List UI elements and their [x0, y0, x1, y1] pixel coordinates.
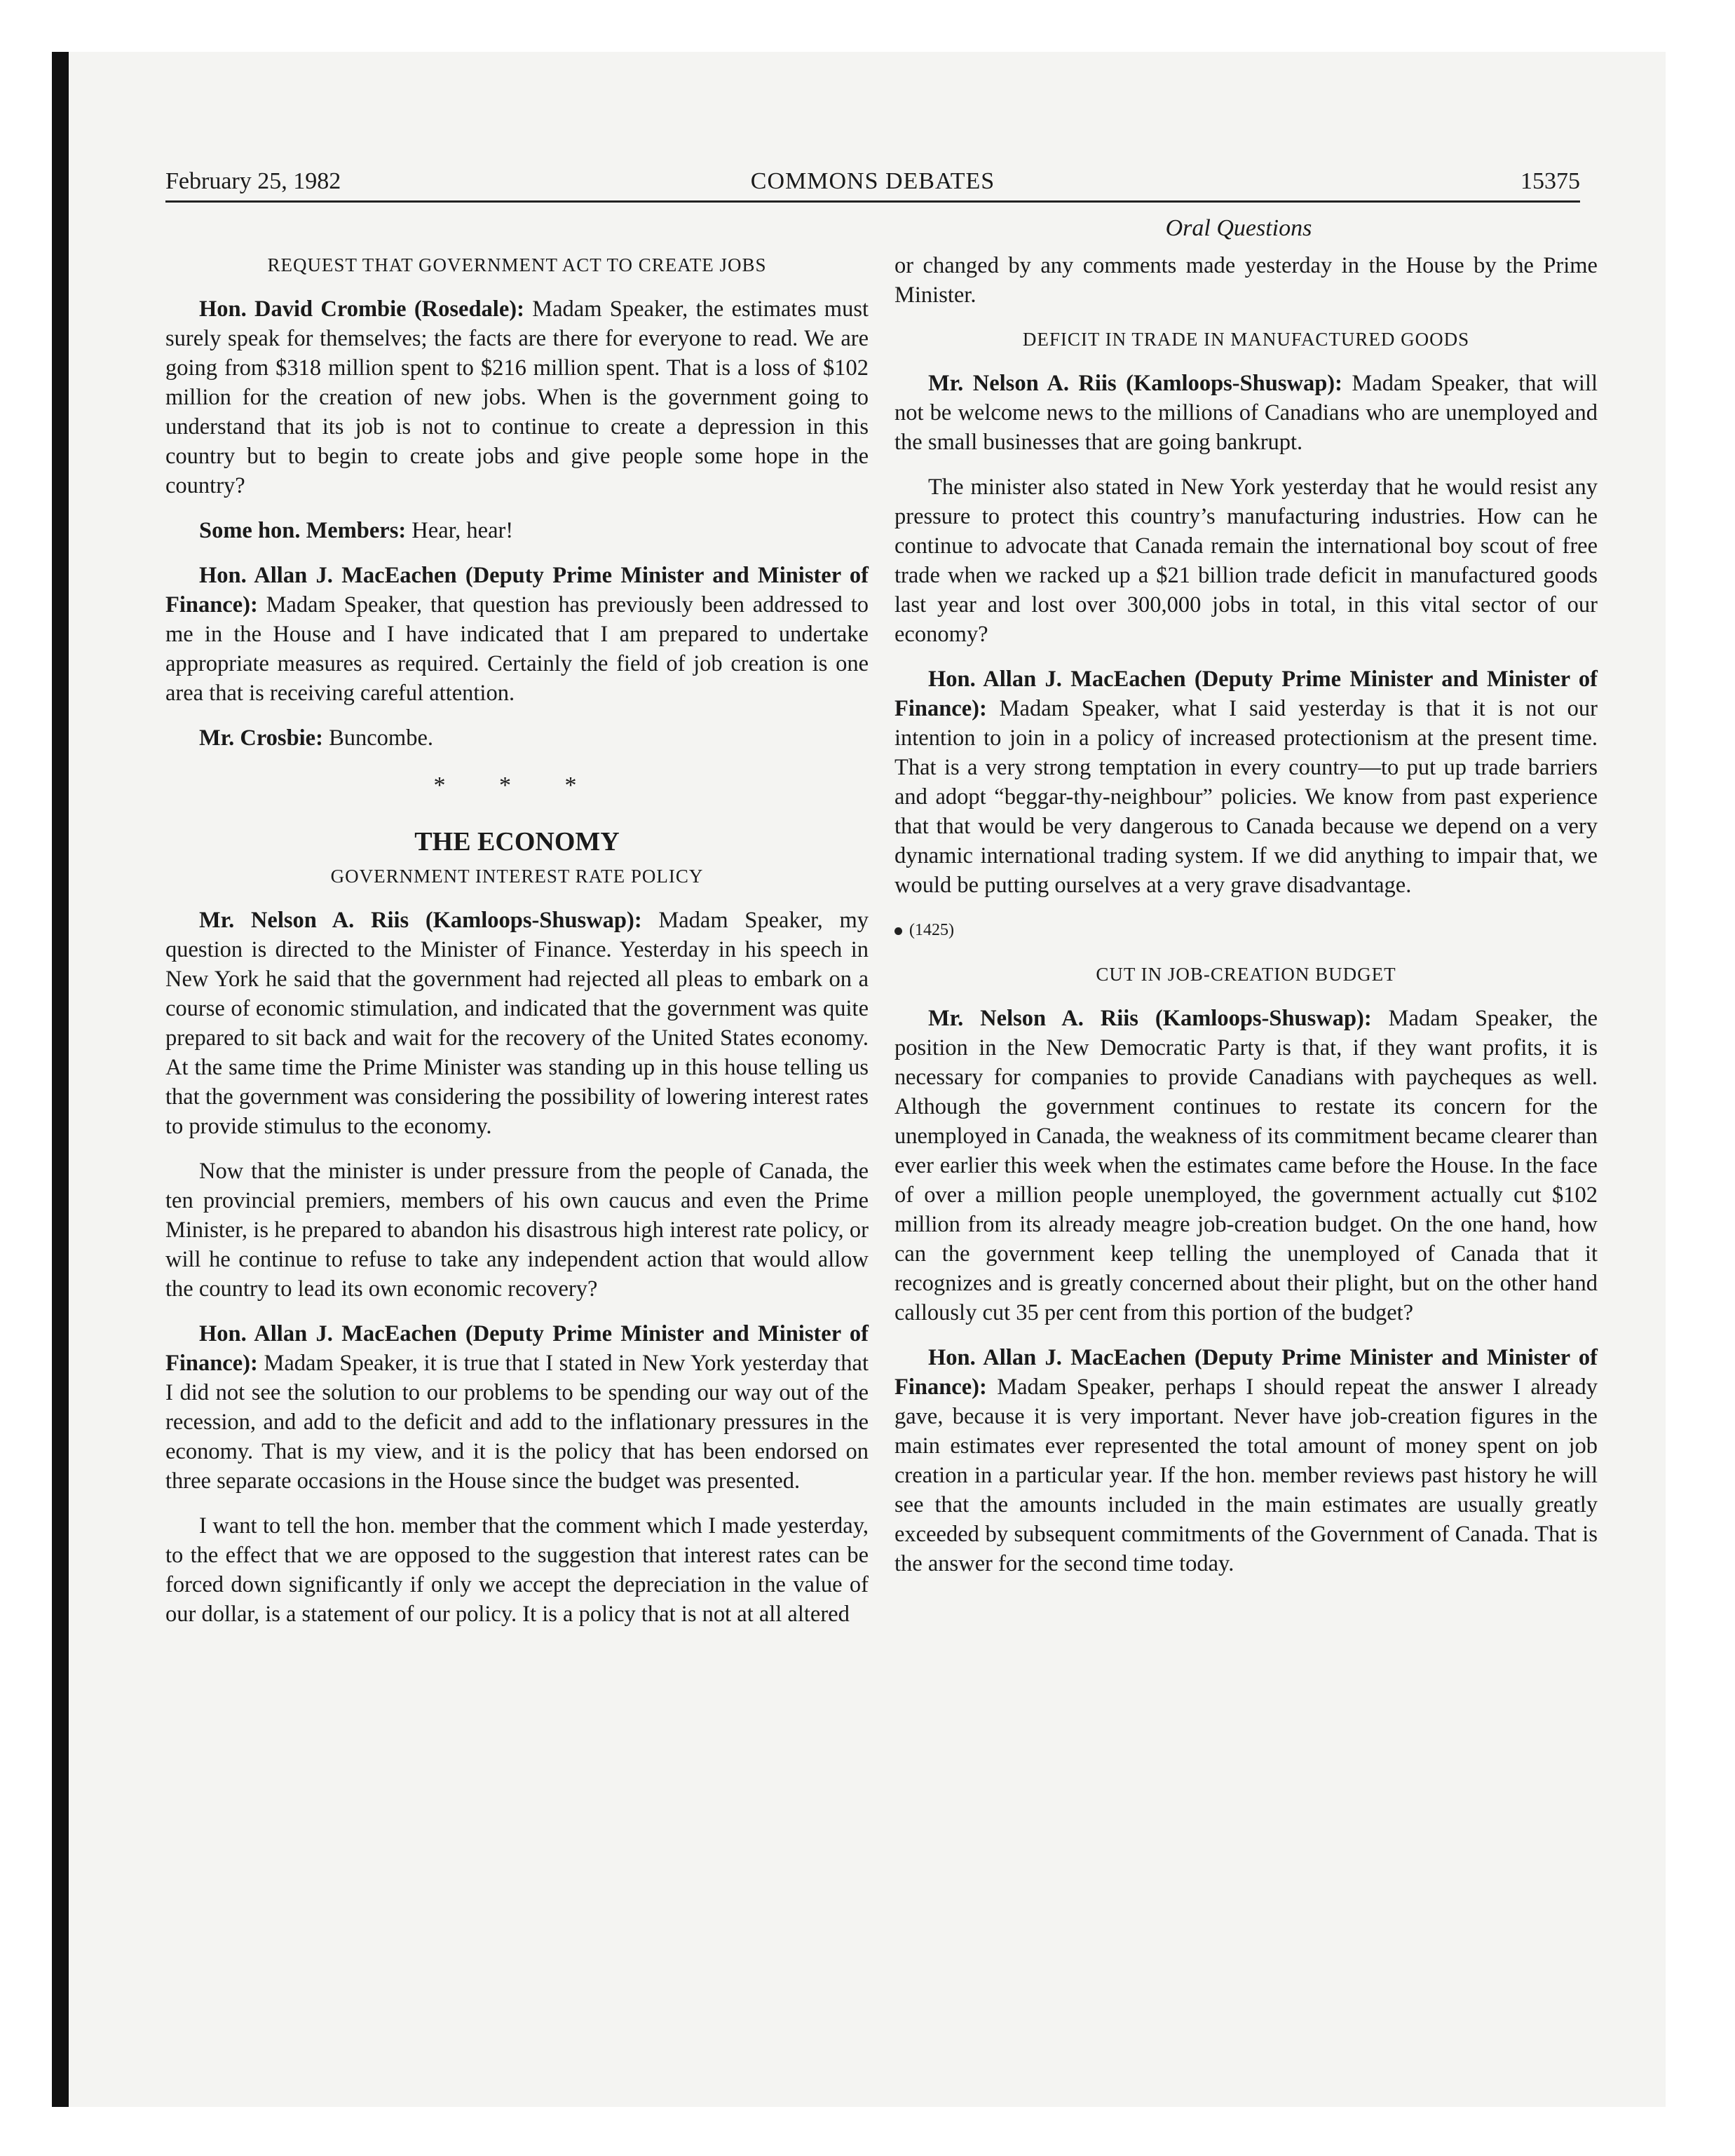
speaker-name: Hon. Allan J. MacEachen (Deputy Prime Minister and Minister of Finance):	[165, 1321, 869, 1376]
speech-paragraph	[165, 516, 869, 545]
speech-paragraph: The minister also stated in New York yesterday that he would resist any pressure to protect this country’s manufacturing industries. How can he continue to advocate that Canada remain the international boy scout of free trade when we racked up a $21 billion trade deficit in manufactured goods last year and lost over 300,000 jobs in total, in this vital sector of our economy?	[894, 475, 1598, 647]
subheading-trade-deficit: DEFICIT IN TRADE IN MANUFACTURED GOODS	[1022, 329, 1470, 350]
left-column	[165, 251, 869, 1644]
speech-paragraph	[165, 294, 869, 500]
speech-paragraph	[165, 906, 869, 1141]
speech-text: Buncombe.	[322, 725, 433, 751]
speaker-name: Hon. Allan J. MacEachen (Deputy Prime Minister and Minister of Finance):	[165, 563, 869, 618]
speech-paragraph	[894, 664, 1598, 900]
subheading-request-jobs: REQUEST THAT GOVERNMENT ACT TO CREATE JOBS	[267, 254, 767, 275]
time-marker	[894, 915, 1598, 945]
speaker-name: Hon. David Crombie (Rosedale):	[199, 296, 524, 322]
speech-paragraph	[894, 369, 1598, 457]
bullet-icon	[894, 927, 902, 935]
speaker-name: Mr. Crosbie:	[199, 725, 323, 751]
speaker-name: Hon. Allan J. MacEachen (Deputy Prime Minister and Minister of Finance):	[894, 1345, 1598, 1400]
section-separator: * * *	[433, 772, 601, 798]
speaker-name: Hon. Allan J. MacEachen (Deputy Prime Minister and Minister of Finance):	[894, 667, 1598, 721]
speech-paragraph: or changed by any comments made yesterday in the House by the Prime Minister.	[894, 253, 1598, 308]
speech-text: Madam Speaker, it is true that I stated in New York yesterday that I did not see the solution to our problems to be spending our way out of the recession, and add to the deficit and add to the inflationary pressures in the economy. That is my view, and it is the policy that has been endorsed on three separate occasions in the House since the budget was presented.	[165, 1351, 869, 1494]
speech-paragraph	[165, 561, 869, 708]
speech-paragraph: Now that the minister is under pressure from the people of Canada, the ten provincial premiers, members of his own caucus and even the Prime Minister, is he prepared to abandon his disastrous high interest rate policy, or will he continue to refuse to take any independent action that would allow the country to lead its own economic recovery?	[165, 1159, 869, 1302]
speech-text: Madam Speaker, the estimates must surely speak for themselves; the facts are there for everyone to read. We are going from $318 million spent to $216 million spent. That is a loss of $102 million for the creation of new jobs. When is the government going to understand that its job is not to continue to create a depression in this country but to begin to create jobs and give people some hope in the country?	[165, 296, 869, 498]
header-journal-title: COMMONS DEBATES	[750, 168, 995, 194]
speech-text: Madam Speaker, the position in the New Democratic Party is that, if they want profits, it is necessary for companies to provide Canadians with paycheques as well. Although the government continues to restate its concern for the unemployed in Canada, the weakness of its commitment became clearer than ever earlier this week when the estimates came before the House. In the face of over a million people unemployed, the government actually cut $102 million from its already meagre job-creation budget. On the one hand, how can the government keep telling the unemployed of Canada that it recognizes and is greatly concerned about their plight, but on the other hand callously cut 35 per cent from this portion of the budget?	[894, 1006, 1598, 1325]
speech-paragraph	[894, 1004, 1598, 1328]
speaker-name: Mr. Nelson A. Riis (Kamloops-Shuswap):	[928, 371, 1342, 396]
header-date: February 25, 1982	[165, 168, 341, 194]
speaker-name: Mr. Nelson A. Riis (Kamloops-Shuswap):	[928, 1006, 1372, 1031]
section-label: Oral Questions	[1165, 215, 1312, 241]
speaker-name: Mr. Nelson A. Riis (Kamloops-Shuswap):	[199, 908, 642, 933]
speech-text: Hear, hear!	[406, 518, 514, 543]
time-stamp: (1425)	[909, 921, 954, 939]
speech-paragraph	[165, 1319, 869, 1496]
speech-paragraph	[894, 1343, 1598, 1578]
speech-paragraph: I want to tell the hon. member that the comment which I made yesterday, to the effect that we are opposed to the suggestion that interest rates can be forced down significantly if only we accept the depreciation in the value of our dollar, is a statement of our policy. It is a policy that is not at all altered	[165, 1513, 869, 1627]
header-page-number: 15375	[1520, 168, 1580, 194]
right-column	[894, 251, 1598, 1594]
speaker-name: Some hon. Members:	[199, 518, 407, 543]
speech-text: Madam Speaker, that will not be welcome news to the millions of Canadians who are unemployed and the small businesses that are going bankrupt.	[894, 371, 1598, 455]
subheading-interest-rate: GOVERNMENT INTEREST RATE POLICY	[330, 866, 704, 887]
speech-text: Madam Speaker, what I said yesterday is that it is not our intention to join in a policy of increased protectionism at the present time. That is a very strong temptation in every country—to put up trade barriers and adopt “beggar-thy-neighbour” policies. We know from past experience that that would be very dangerous to Canada because we depend on a very dynamic international trading system. If we did anything to impair that, we would be putting ourselves at a very grave disadvantage.	[894, 696, 1598, 898]
page-header	[165, 165, 1580, 203]
speech-paragraph	[165, 723, 869, 753]
scan-edge	[52, 52, 69, 2107]
speech-text: Madam Speaker, perhaps I should repeat the answer I already gave, because it is very important. Never have job-creation figures in the main estimates ever represented the total amount of money spent on job creation in a particular year. If the hon. member reviews past history he will see that the amounts included in the main estimates are usually greatly exceeded by subsequent commitments of the Government of Canada. That is the answer for the second time today.	[894, 1374, 1598, 1576]
section-title-economy: THE ECONOMY	[414, 827, 620, 857]
speech-text: Madam Speaker, that question has previously been addressed to me in the House and I have indicated that I am prepared to undertake appropriate measures as required. Certainly the field of job creation is one area that is receiving careful attention.	[165, 592, 869, 706]
speech-text: Madam Speaker, my question is directed to the Minister of Finance. Yesterday in his speech in New York he said that the government had rejected all pleas to embark on a course of economic stimulation, and indicated that the government was quite prepared to sit back and wait for the recovery of the United States economy. At the same time the Prime Minister was standing up in this house telling us that the government was considering the possibility of lowering interest rates to provide stimulus to the economy.	[165, 908, 869, 1139]
subheading-job-creation-budget: CUT IN JOB-CREATION BUDGET	[1096, 964, 1396, 985]
